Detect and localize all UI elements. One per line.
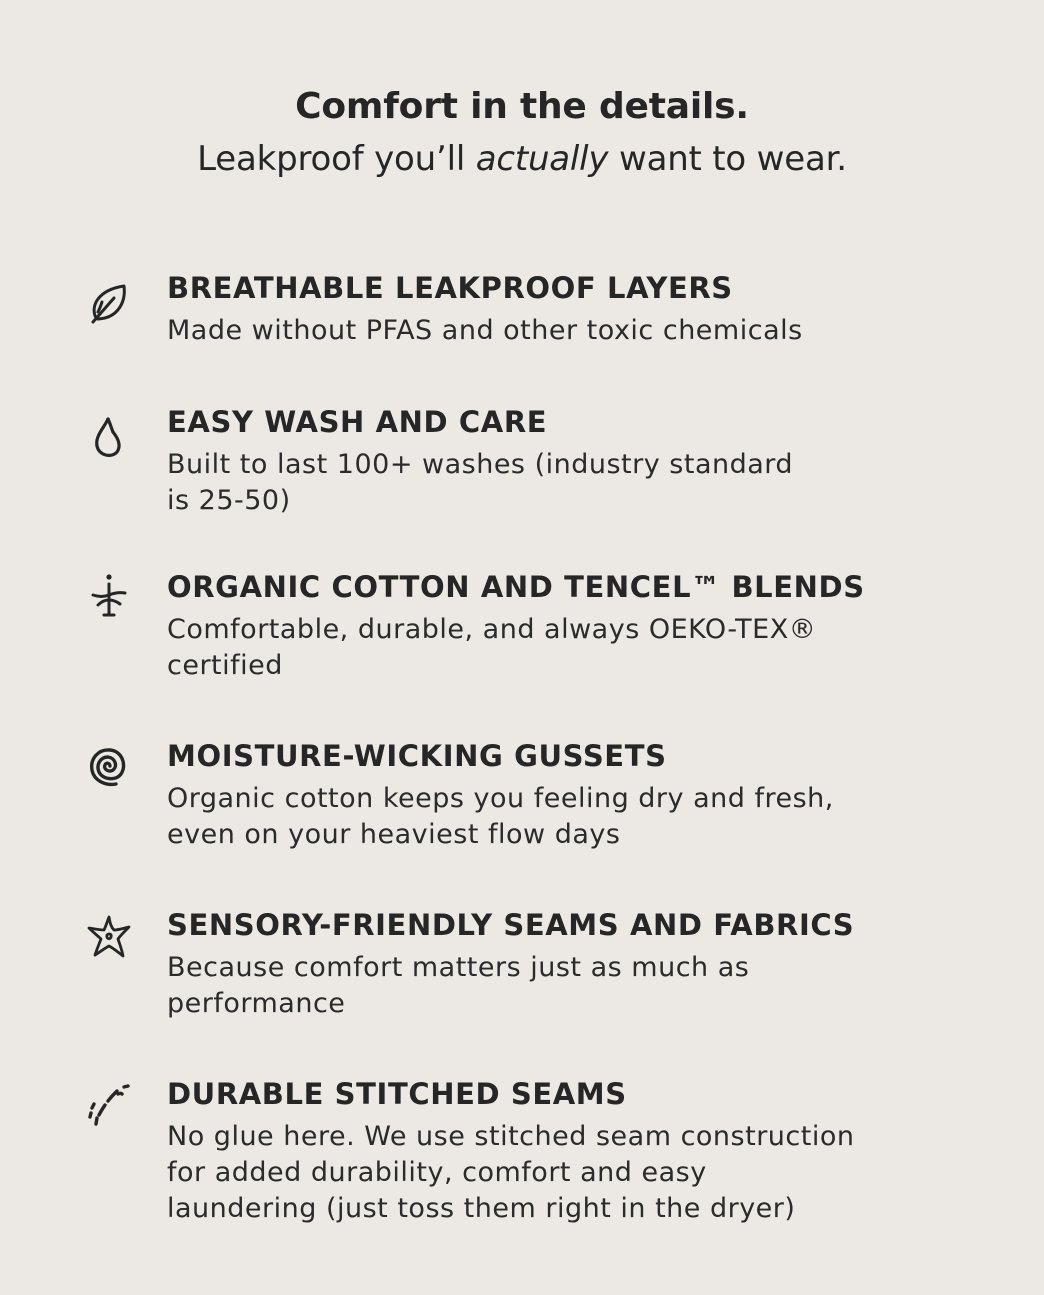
feature-title: ORGANIC COTTON AND TENCEL™ BLENDS: [167, 570, 865, 604]
headline: [0, 82, 1044, 186]
description-line: laundering (just toss them right in the dryer): [167, 1193, 796, 1224]
feature-title: EASY WASH AND CARE: [167, 405, 548, 439]
headline-line-2-start: Leakproof you’ll: [197, 139, 476, 179]
stitch-icon: [84, 1080, 134, 1130]
headline-line-2: [0, 132, 1044, 186]
description-line: is 25-50): [167, 485, 291, 516]
description-line: certified: [167, 650, 283, 681]
description-line: Built to last 100+ washes (industry standard: [167, 449, 794, 480]
feature-title: MOISTURE-WICKING GUSSETS: [167, 739, 667, 773]
feature-description: [167, 612, 967, 684]
description-line: even on your heaviest flow days: [167, 819, 621, 850]
description-line: Organic cotton keeps you feeling dry and fresh,: [167, 783, 834, 814]
headline-line-2-end: want to wear.: [608, 139, 847, 179]
headline-emphasis: actually: [475, 139, 609, 179]
headline-line-1: Comfort in the details.: [295, 86, 749, 127]
star-flower-icon: [84, 911, 134, 961]
feature-description: [167, 1119, 967, 1227]
description-line: No glue here. We use stitched seam construction: [167, 1121, 855, 1152]
feature-description: [167, 781, 967, 853]
feature-description: [167, 950, 967, 1022]
description-line: for added durability, comfort and easy: [167, 1157, 707, 1188]
feature-description: [167, 447, 967, 519]
description-line: Because comfort matters just as much as: [167, 952, 750, 983]
spiral-icon: [84, 741, 134, 791]
description-line: performance: [167, 988, 346, 1019]
leaf-icon: [84, 278, 134, 328]
feature-title: DURABLE STITCHED SEAMS: [167, 1077, 627, 1111]
feature-description: [167, 313, 967, 349]
water-drop-icon: [84, 412, 134, 462]
description-line: Comfortable, durable, and always OEKO-TEX®: [167, 614, 817, 645]
description-line: Made without PFAS and other toxic chemicals: [167, 315, 803, 346]
feature-title: SENSORY-FRIENDLY SEAMS AND FABRICS: [167, 908, 855, 942]
feature-title: BREATHABLE LEAKPROOF LAYERS: [167, 271, 733, 305]
cotton-plant-icon: [84, 571, 134, 621]
